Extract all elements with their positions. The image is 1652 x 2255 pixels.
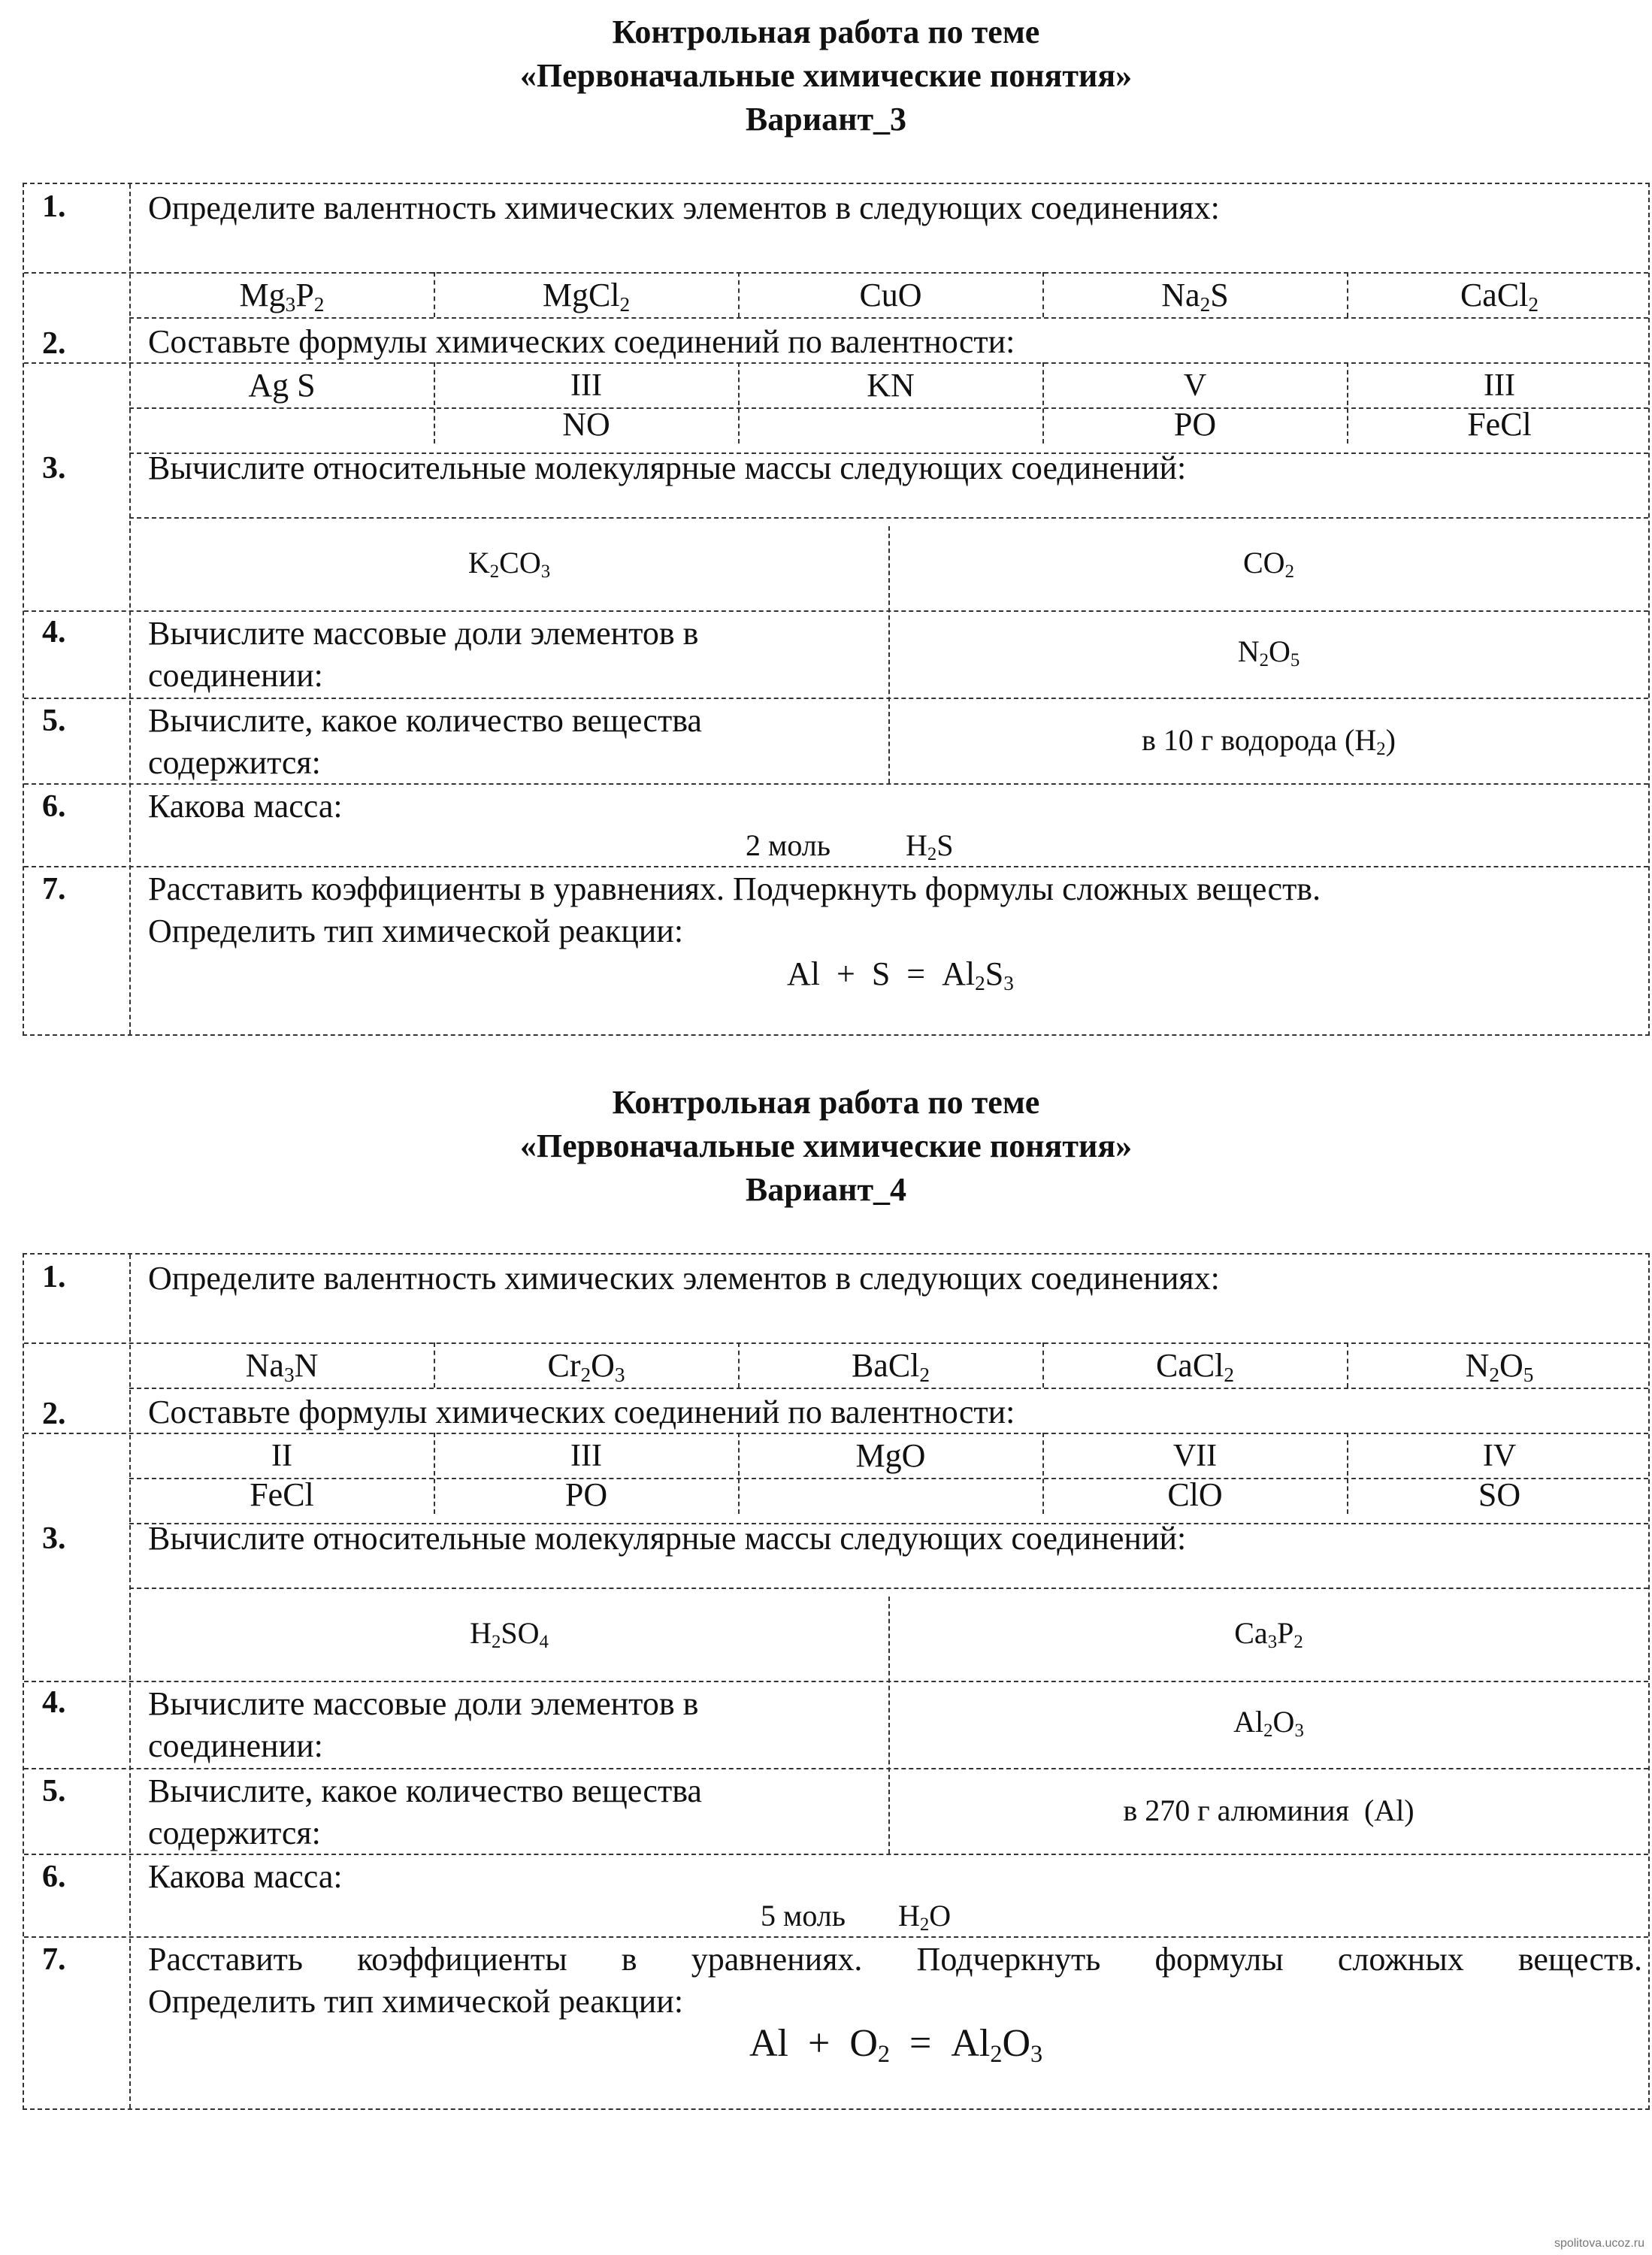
compound-4: $Na_2S$ <box>1161 277 1229 316</box>
variant-title: Вариант_3 <box>745 101 907 138</box>
substance-amount: в 270 г алюминия (Al) <box>1123 1793 1414 1827</box>
valence-item-2: III PO <box>564 1439 608 1513</box>
compound-4: CaCl$_2$ <box>1155 1347 1235 1386</box>
compound-3: CuO <box>859 277 922 313</box>
question-5-number: 5. <box>42 704 66 738</box>
question-7-text: Расставить коэффициенты в уравнениях. Подчеркнуть формулы сложных веществ. Определить тип химической реакции: <box>148 1941 1642 2020</box>
worksheet-topic: «Первоначальные химические понятия» <box>519 57 1133 94</box>
valence-item-4: VII ClO <box>1167 1439 1223 1513</box>
variant-4-table <box>23 1253 1650 2110</box>
reaction-equation: $Al + S = Al_2S_3$ <box>787 955 1014 994</box>
watermark: spolitova.ucoz.ru <box>1554 2237 1644 2250</box>
compound-2: $Cr_2O_3$ <box>547 1347 625 1386</box>
question-2-text: Составьте формулы химических соединений по валентности: <box>148 1394 1015 1430</box>
valence-item-5: IV SO <box>1478 1439 1521 1513</box>
question-4-text: Вычислите массовые доли элементов в соединении: <box>148 1685 699 1764</box>
worksheet-header: Контрольная работа по теме <box>612 14 1040 50</box>
question-2-number: 2. <box>42 1397 66 1431</box>
valence-item-3: MgO <box>855 1437 926 1474</box>
valence-item-1: II FeCl <box>250 1439 314 1513</box>
question-7-number: 7. <box>42 872 66 907</box>
compound-right: $Ca_3P_2$ <box>1234 1616 1303 1653</box>
question-6-number: 6. <box>42 789 66 824</box>
question-5-number: 5. <box>42 1774 66 1809</box>
valence-item-2: III NO <box>562 368 610 443</box>
question-4-text: Вычислите массовые доли элементов в соединении: <box>148 615 699 694</box>
valence-item-3: KN <box>867 367 915 404</box>
question-2-number: 2. <box>42 326 66 361</box>
question-4-number: 4. <box>42 615 66 649</box>
question-6-number: 6. <box>42 1860 66 1894</box>
compound-1: $Mg_3P_2$ <box>239 277 325 316</box>
variant-3-table <box>23 183 1650 1036</box>
variant-title: Вариант_4 <box>745 1171 907 1208</box>
compound-3: BaCl$_2$ <box>851 1347 930 1386</box>
question-1-text: Определите валентность химических элементов в следующих соединениях: <box>148 189 1220 226</box>
variant-3-heading <box>0 11 1652 141</box>
question-3-number: 3. <box>42 1521 66 1556</box>
mass-amount: 5 моль $H_2O$ <box>761 1899 952 1936</box>
question-3-number: 3. <box>42 451 66 486</box>
compound-5: CaCl$_2$ <box>1460 277 1539 316</box>
reaction-equation: $Al + O_2 = Al_2O_3$ <box>749 2022 1043 2068</box>
compound-5: $N_2O_5$ <box>1465 1347 1534 1386</box>
compound-1: $Na_3N$ <box>245 1347 319 1386</box>
question-5-text: Вычислите, какое количество вещества содержится: <box>148 1772 702 1851</box>
question-3-text: Вычислите относительные молекулярные массы следующих соединений: <box>148 449 1187 486</box>
question-5-text: Вычислите, какое количество вещества содержится: <box>148 702 702 781</box>
mass-amount: 2 моль $H_2S$ <box>746 828 954 865</box>
question-7-number: 7. <box>42 1942 66 1977</box>
substance-amount: в 10 г водорода $(H_2)$ <box>1142 723 1396 760</box>
question-3-text: Вычислите относительные молекулярные массы следующих соединений: <box>148 1520 1187 1557</box>
mass-fraction-compound: $N_2O_5$ <box>1237 634 1300 671</box>
mass-fraction-compound: $Al_2O_3$ <box>1233 1705 1304 1742</box>
question-6-text: Какова масса: <box>148 1858 343 1895</box>
compound-left: $K_2CO_3$ <box>467 546 551 583</box>
question-4-number: 4. <box>42 1685 66 1720</box>
worksheet-topic: «Первоначальные химические понятия» <box>519 1128 1133 1164</box>
question-7-text: Расставить коэффициенты в уравнениях. Подчеркнуть формулы сложных веществ. Определить тип химической реакции: <box>148 870 1321 949</box>
compound-right: $CO_2$ <box>1243 546 1294 583</box>
valence-item-4: V PO <box>1173 368 1217 443</box>
valence-item-5: III FeCl <box>1467 368 1532 443</box>
question-2-text: Составьте формулы химических соединений по валентности: <box>148 323 1015 360</box>
worksheet-header: Контрольная работа по теме <box>612 1084 1040 1121</box>
valence-item-1: Ag S <box>248 367 316 404</box>
compound-2: MgCl$_2$ <box>542 277 631 316</box>
compound-left: $H_2SO_4$ <box>470 1616 549 1653</box>
question-1-number: 1. <box>42 189 66 224</box>
question-1-text: Определите валентность химических элементов в следующих соединениях: <box>148 1260 1220 1297</box>
question-6-text: Какова масса: <box>148 788 343 825</box>
variant-4-heading <box>0 1081 1652 1212</box>
question-1-number: 1. <box>42 1260 66 1294</box>
